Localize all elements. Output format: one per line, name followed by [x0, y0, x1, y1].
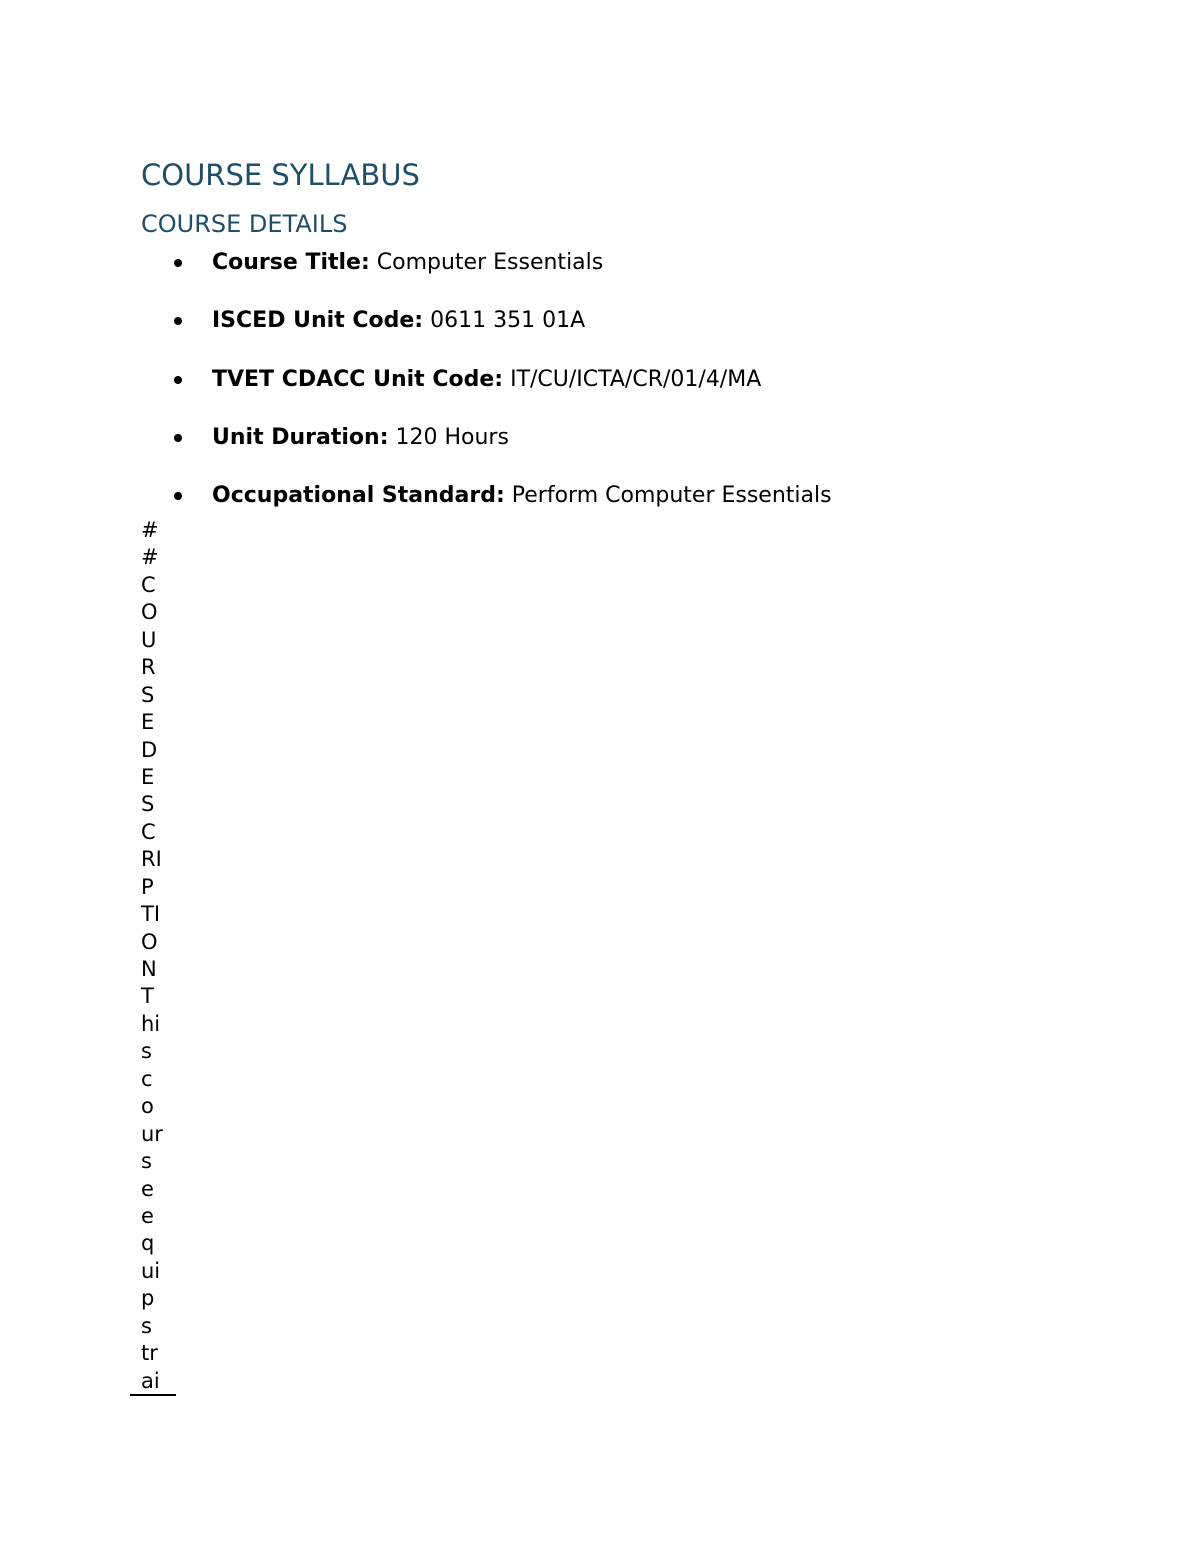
text-line: C — [141, 572, 156, 597]
text-line: o — [141, 1094, 154, 1119]
text-line: s — [141, 1313, 152, 1338]
page-break-underline — [130, 1394, 176, 1396]
detail-item-isced-unit-code — [212, 307, 585, 335]
text-line: O — [141, 929, 158, 954]
text-line: U — [141, 627, 157, 652]
detail-value: 0611 351 01A — [423, 308, 586, 333]
bullet-icon — [174, 317, 182, 325]
text-line: hi — [141, 1011, 161, 1036]
text-line: TI — [141, 902, 161, 927]
text-line: e — [141, 1176, 154, 1201]
text-line: ai — [141, 1368, 160, 1393]
bullet-icon — [174, 434, 182, 442]
detail-value: 120 Hours — [388, 425, 509, 450]
text-line: s — [141, 1039, 152, 1064]
text-line: P — [141, 874, 154, 899]
text-line: D — [141, 737, 158, 762]
text-line: RI — [141, 847, 162, 872]
bullet-icon — [174, 259, 182, 267]
text-line: R — [141, 655, 156, 680]
text-line: e — [141, 1203, 154, 1228]
text-line: N — [141, 957, 157, 981]
detail-value: Computer Essentials — [369, 250, 604, 275]
detail-item-unit-duration — [212, 424, 509, 452]
text-line: T — [141, 984, 154, 1009]
detail-item-tvet-cdacc-unit-code — [212, 366, 761, 394]
detail-label: Unit Duration: — [212, 425, 389, 450]
page-title: COURSE SYLLABUS — [141, 158, 420, 192]
text-line: q — [141, 1231, 155, 1256]
text-line: ui — [141, 1258, 161, 1283]
text-line: S — [141, 792, 155, 817]
detail-label: Occupational Standard: — [212, 483, 505, 508]
text-line: S — [141, 682, 155, 707]
text-line: O — [141, 600, 158, 625]
text-line: ur — [141, 1121, 163, 1146]
section-heading-course-details: COURSE DETAILS — [141, 210, 348, 238]
detail-item-course-title — [212, 249, 603, 277]
bullet-icon — [174, 492, 182, 500]
course-description-overflow-text — [141, 517, 181, 1395]
text-line: E — [141, 764, 155, 789]
bullet-icon — [174, 376, 182, 384]
detail-item-occupational-standard — [212, 482, 832, 510]
detail-label: ISCED Unit Code: — [212, 308, 424, 333]
detail-value: IT/CU/ICTA/CR/01/4/MA — [503, 367, 762, 392]
text-line: E — [141, 710, 155, 735]
text-line: C — [141, 819, 156, 844]
text-line: p — [141, 1286, 155, 1311]
text-line: s — [141, 1149, 152, 1174]
text-line: c — [141, 1066, 153, 1091]
text-line: # — [141, 545, 159, 570]
text-line: tr — [141, 1341, 158, 1366]
detail-label: Course Title: — [212, 250, 370, 275]
text-line: # — [141, 518, 159, 542]
detail-label: TVET CDACC Unit Code: — [212, 367, 504, 392]
detail-value: Perform Computer Essentials — [504, 483, 832, 508]
